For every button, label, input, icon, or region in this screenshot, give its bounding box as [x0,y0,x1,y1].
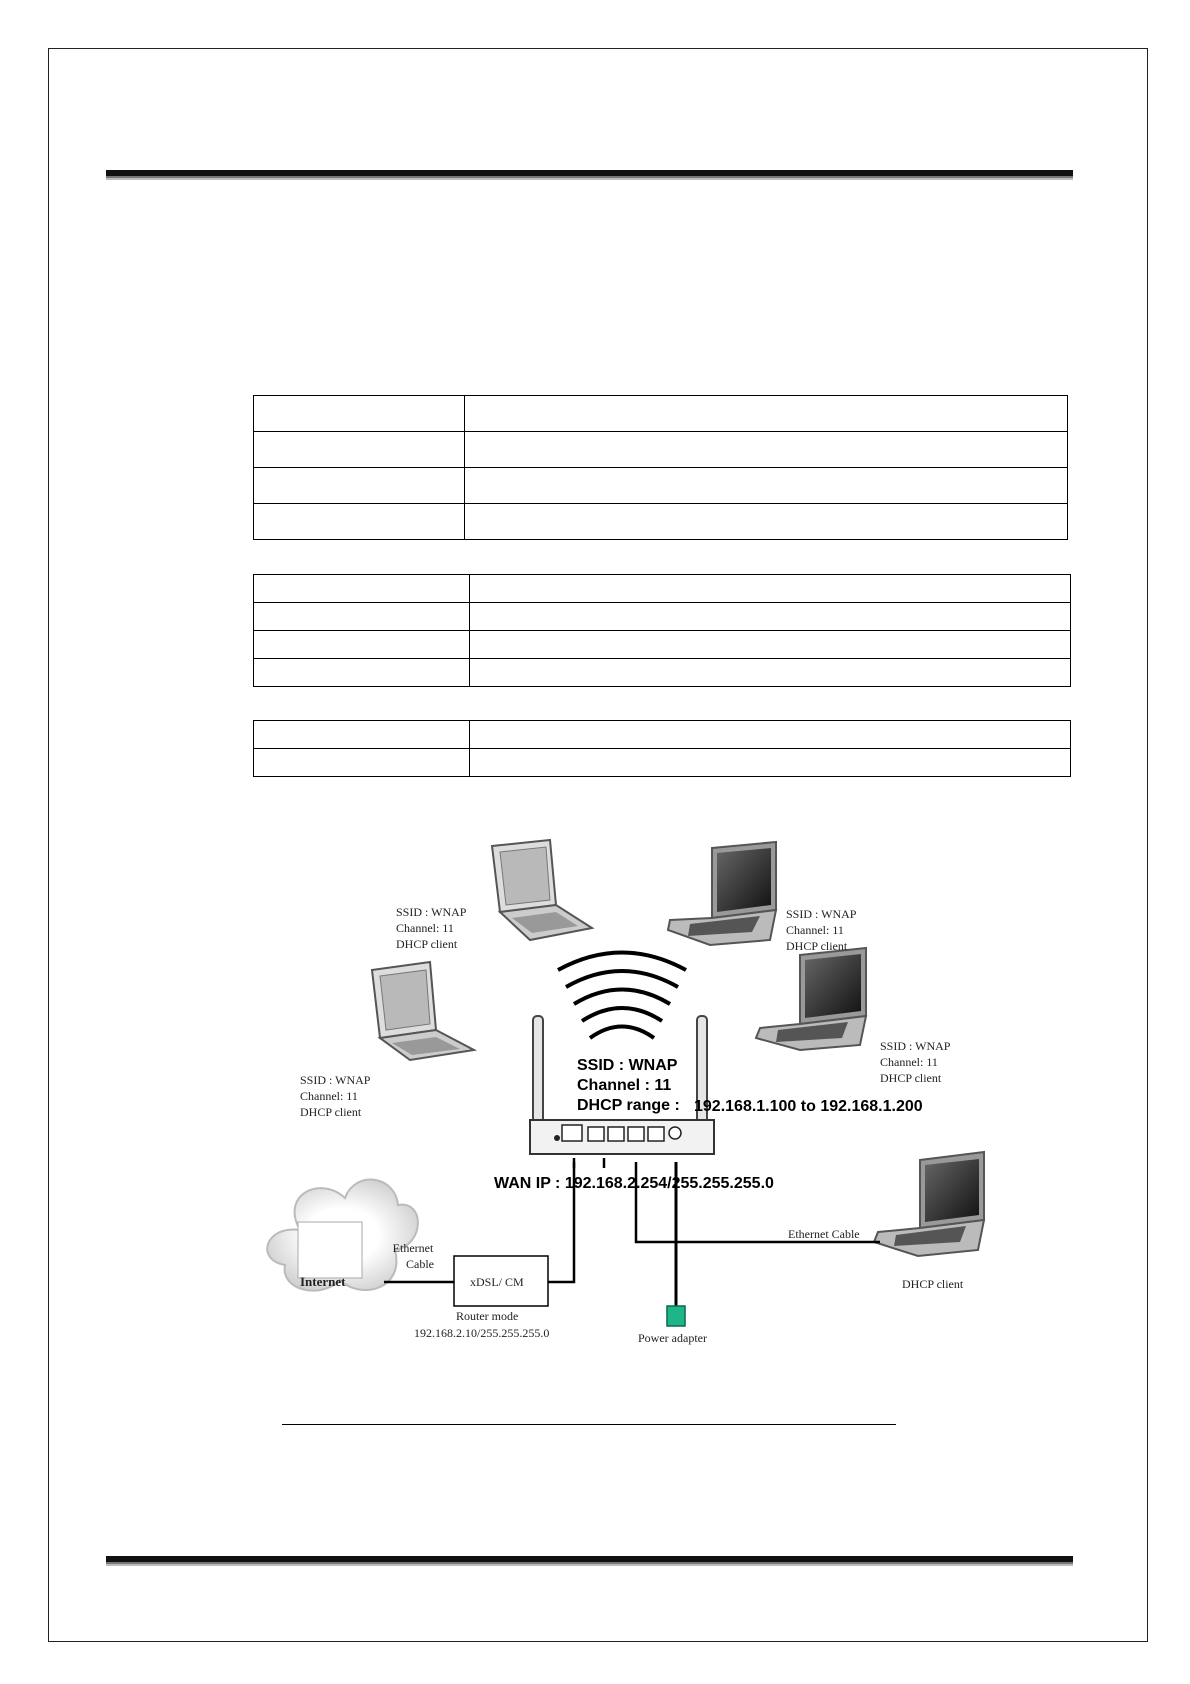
table-row [254,575,1071,603]
page-border [48,48,1148,1642]
table-row [254,659,1071,687]
router-ssid-label: SSID : WNAP [577,1057,678,1074]
footer-rule [106,1556,1073,1566]
wan-ip-label: WAN IP : 192.168.2.254/255.255.255.0 [494,1175,774,1192]
router-channel-label: Channel : 11 [577,1077,672,1094]
caption-underline [282,1424,896,1425]
internet-label: Internet [300,1274,346,1289]
wired-client-label: DHCP client [902,1277,964,1291]
table-row [254,631,1071,659]
table-row [254,468,1068,504]
table-row [254,504,1068,540]
client-label: SSID : WNAP Channel: 11 DHCP client [880,1039,951,1085]
modem-mode-label: Router mode [456,1309,519,1323]
router-dhcp-range: 192.168.1.100 to 192.168.1.200 [694,1098,923,1115]
table-row [254,749,1071,777]
header-rule [106,170,1073,180]
client-label: SSID : WNAP Channel: 11 DHCP client [786,907,857,953]
client-label: SSID : WNAP Channel: 11 DHCP client [300,1073,371,1119]
ethernet-cable-label-right: Ethernet Cable [788,1227,860,1241]
table-row [254,396,1068,432]
power-adapter-icon [667,1306,685,1326]
client-label: SSID : WNAP Channel: 11 DHCP client [396,905,467,951]
modem-ip-label: 192.168.2.10/255.255.255.0 [414,1326,550,1340]
settings-table-1 [253,395,1068,540]
settings-table-2 [253,574,1071,687]
ethernet-cable-label: Ethernet Cable [392,1241,434,1271]
settings-table-3 [253,720,1071,777]
router-dhcp-label: DHCP range : [577,1097,680,1114]
table-row [254,432,1068,468]
table-row [254,603,1071,631]
power-adapter-label: Power adapter [638,1331,707,1345]
modem-label: xDSL/ CM [470,1275,524,1289]
table-row [254,721,1071,749]
